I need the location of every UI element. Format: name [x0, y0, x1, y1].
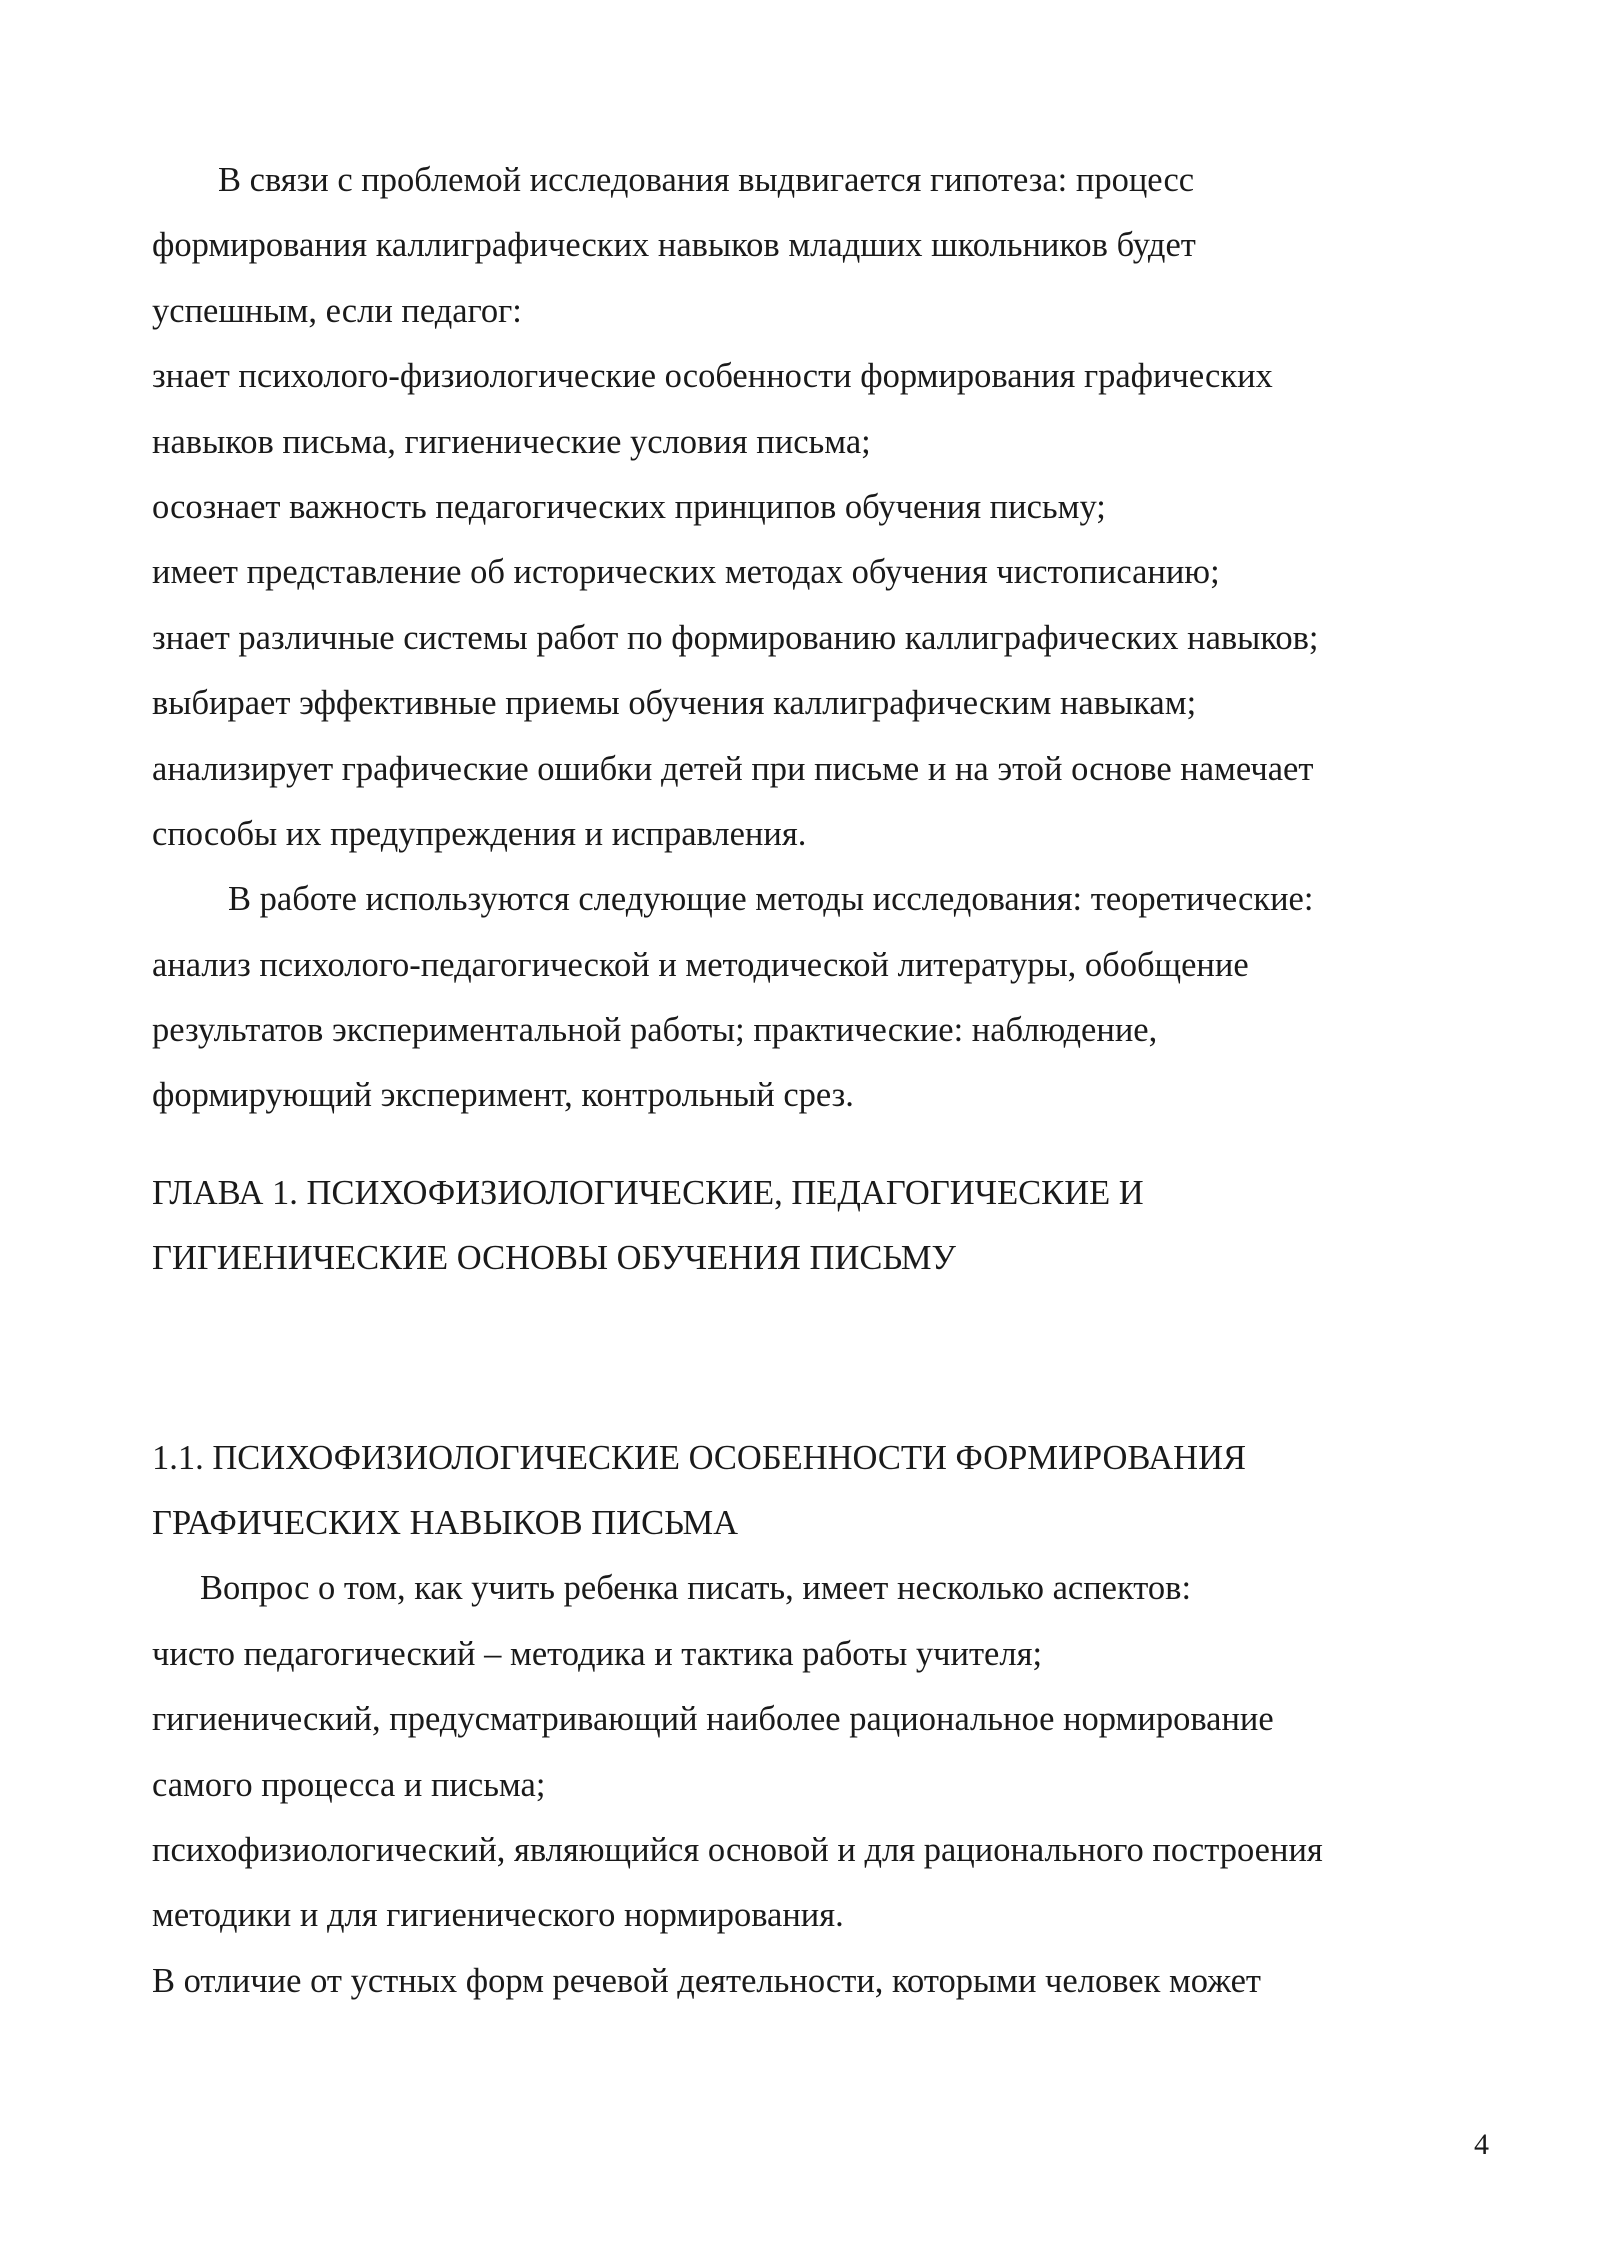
list-item: знает различные системы работ по формированию каллиграфических навыков; — [152, 618, 1319, 657]
text-line: самого процесса и письма; — [152, 1765, 546, 1804]
text-line: успешным, если педагог: — [152, 291, 522, 330]
text-line: Вопрос о том, как учить ребенка писать, имеет несколько аспектов: — [200, 1569, 1192, 1608]
heading-line: ГЛАВА 1. ПСИХОФИЗИОЛОГИЧЕСКИЕ, ПЕДАГОГИЧЕСКИЕ И — [152, 1173, 1144, 1212]
text-line: В отличие от устных форм речевой деятельности, которыми человек может — [152, 1961, 1261, 2000]
heading-line: ГИГИЕНИЧЕСКИЕ ОСНОВЫ ОБУЧЕНИЯ ПИСЬМУ — [152, 1239, 956, 1278]
list-item: знает психолого-физиологические особенности формирования графических — [152, 357, 1273, 396]
text-line: чисто педагогический – методика и тактика работы учителя; — [152, 1634, 1043, 1673]
list-item: анализирует графические ошибки детей при письме и на этой основе намечает — [152, 749, 1314, 788]
aspects-paragraph — [152, 1556, 1462, 2014]
text-line: методики и для гигиенического нормирования. — [152, 1896, 844, 1935]
text-line: формирования каллиграфических навыков младших школьников будет — [152, 226, 1196, 265]
list-item: выбирает эффективные приемы обучения каллиграфическим навыкам; — [152, 684, 1197, 723]
list-item: навыков письма, гигиенические условия письма; — [152, 422, 871, 461]
chapter-heading — [152, 1161, 1462, 1292]
text-line: психофизиологический, являющийся основой и для рационального построения — [152, 1830, 1323, 1869]
section-heading — [152, 1426, 1462, 1557]
text-line: В связи с проблемой исследования выдвигается гипотеза: процесс — [218, 161, 1195, 199]
spacer — [152, 1129, 1462, 1161]
text-line: В работе используются следующие методы исследования: теоретические: — [228, 880, 1314, 919]
document-page — [152, 148, 1462, 2014]
text-line: гигиенический, предусматривающий наиболее рациональное нормирование — [152, 1700, 1274, 1739]
heading-line: 1.1. ПСИХОФИЗИОЛОГИЧЕСКИЕ ОСОБЕННОСТИ ФОРМИРОВАНИЯ — [152, 1438, 1247, 1477]
hypothesis-paragraph — [152, 148, 1462, 344]
hypothesis-list — [152, 344, 1462, 867]
text-line: формирующий эксперимент, контрольный срез. — [152, 1076, 854, 1115]
methods-paragraph — [152, 867, 1462, 1129]
list-item: способы их предупреждения и исправления. — [152, 814, 807, 853]
list-item: имеет представление об исторических методах обучения чистописанию; — [152, 553, 1220, 592]
spacer — [152, 1292, 1462, 1426]
text-line: анализ психолого-педагогической и методической литературы, обобщение — [152, 945, 1249, 984]
page-number: 4 — [1474, 2128, 1489, 2161]
text-line: результатов экспериментальной работы; практические: наблюдение, — [152, 1011, 1158, 1050]
list-item: осознает важность педагогических принципов обучения письму; — [152, 487, 1106, 526]
heading-line: ГРАФИЧЕСКИХ НАВЫКОВ ПИСЬМА — [152, 1504, 739, 1543]
